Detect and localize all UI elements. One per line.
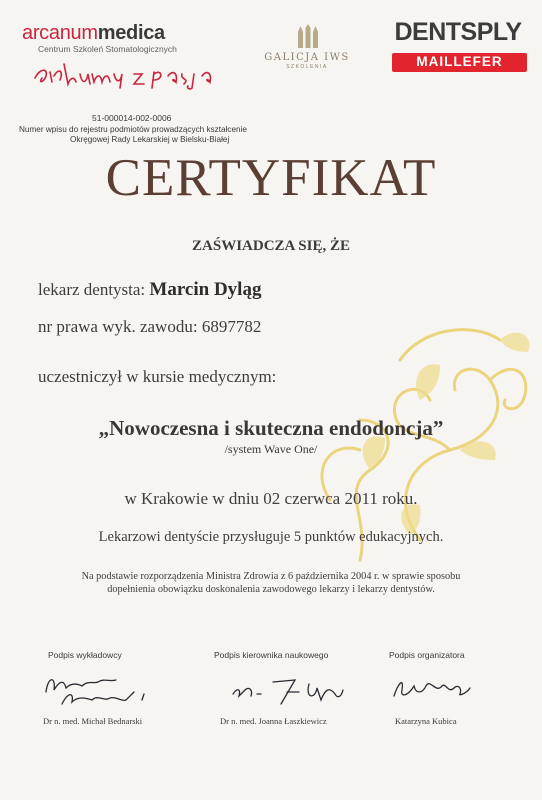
- maillefer-text: MAILLEFER: [416, 54, 503, 69]
- galicja-subtitle: SZKOLENIA: [286, 64, 328, 70]
- signature-label-scientific-head: Podpis kierownika naukowego: [214, 650, 329, 660]
- legal-line-2: dopełnienia obowiązku doskonalenia zawodowego lekarzy i lekarzy dentystów.: [107, 584, 435, 595]
- lecturer-name: Dr n. med. Michał Bednarski: [43, 716, 143, 726]
- galicja-castle-icon: [295, 24, 321, 50]
- doctor-name: Marcin Dyląg: [149, 279, 262, 300]
- doctor-prefix: lekarz dentysta:: [38, 280, 146, 299]
- place-date: w Krakowie w dniu 02 czerwca 2011 roku.: [124, 489, 418, 508]
- participation-line: uczestniczył w kursie medycznym:: [38, 367, 277, 386]
- signature-lecturer: [38, 662, 168, 712]
- attestation-heading: ZAŚWIADCZA SIĘ, ŻE: [192, 238, 350, 254]
- organizer-name: Katarzyna Kubica: [395, 716, 457, 726]
- signature-label-lecturer: Podpis wykładowcy: [48, 650, 122, 660]
- license-prefix: nr prawa wyk. zawodu:: [38, 317, 198, 336]
- doctor-line: [38, 279, 261, 301]
- license-line: [38, 317, 261, 337]
- signature-label-organizer: Podpis organizatora: [389, 650, 465, 660]
- certificate-title: CERTYFIKAT: [105, 149, 437, 207]
- license-number: 6897782: [201, 317, 262, 336]
- signature-organizer: [388, 666, 478, 708]
- scientific-head-name: Dr n. med. Joanna Łaszkiewicz: [220, 716, 327, 726]
- course-title: „Nowoczesna i skuteczna endodoncja”: [98, 416, 444, 440]
- signature-scientific-head: [225, 664, 355, 710]
- logo-text-accent: arcanum: [22, 22, 98, 44]
- dentsply-logo: DENTSPLY: [394, 18, 522, 46]
- legal-line-1: Na podstawie rozporządzenia Ministra Zdrowia z 6 października 2004 r. w sprawie sposobu: [81, 571, 461, 582]
- arcanum-subtitle: Centrum Szkoleń Stomatologicznych: [38, 44, 177, 54]
- galicja-name: GALICJA IWS: [264, 52, 350, 63]
- course-system: /system Wave One/: [224, 442, 318, 456]
- arcanum-slogan-handwritten: [30, 58, 240, 90]
- education-points: Lekarzowi dentyście przysługuje 5 punktów edukacyjnych.: [98, 529, 444, 545]
- registry-line-1: Numer wpisu do rejestru podmiotów prowadzących kształcenie: [19, 125, 247, 134]
- logo-text-main: medica: [97, 22, 165, 44]
- registry-number: 51-000014-002-0006: [92, 113, 172, 123]
- arcanum-medica-logo: [22, 22, 165, 45]
- registry-line-2: Okręgowej Rady Lekarskiej w Bielsku-Białej: [70, 135, 230, 144]
